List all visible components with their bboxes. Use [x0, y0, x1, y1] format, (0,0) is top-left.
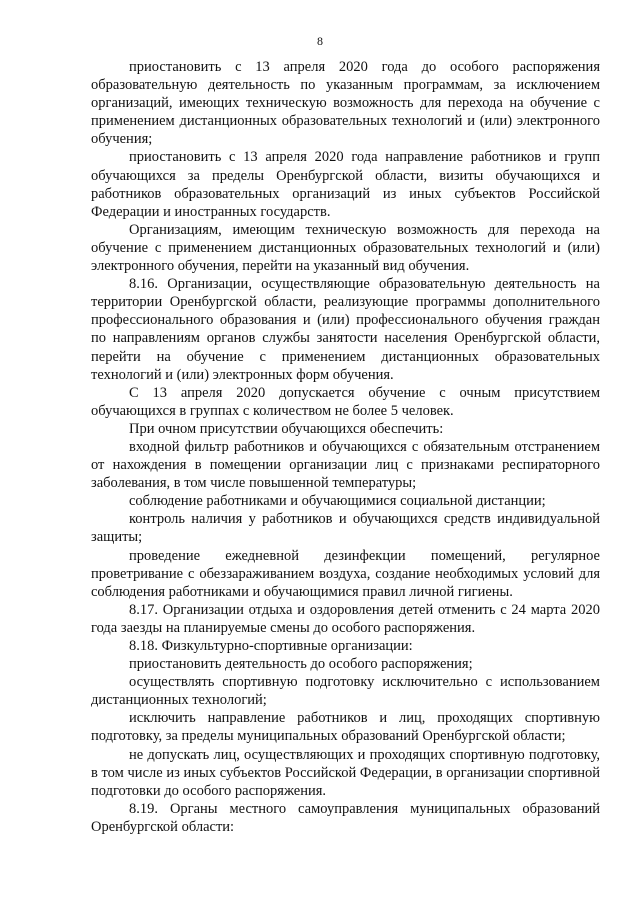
paragraph: приостановить с 13 апреля 2020 года направление работников и групп обучающихся за пределы Оренбургской области, визиты обучающихся и работников образовательных организаций из иных субъектов Российской Федерации и иностранных государств. — [91, 149, 600, 220]
paragraph: входной фильтр работников и обучающихся с обязательным отстранением от нахождения в помещении организации лиц с признаками респираторного заболевания, в том числе повышенной температуры; — [91, 438, 600, 492]
paragraph: приостановить с 13 апреля 2020 года до особого распоряжения образовательную деятельность по указанным программам, за исключением организаций, имеющих техническую возможность для перехода на обучение с применением дистанционных образовательных технологий и (или) электронного обучения; — [91, 59, 600, 148]
paragraph: проведение ежедневной дезинфекции помещений, регулярное проветривание с обеззараживанием воздуха, создание необходимых условий для соблюдения работниками и обучающимися правил личной гигиены. — [91, 547, 600, 600]
paragraph: При очном присутствии обучающихся обеспечить: — [129, 420, 444, 437]
paragraph: осуществлять спортивную подготовку исключительно с использованием дистанционных технологий; — [91, 674, 600, 709]
paragraph: соблюдение работниками и обучающимися социальной дистанции; — [129, 493, 546, 510]
paragraph: 8.18. Физкультурно-спортивные организации: — [129, 638, 413, 654]
paragraph: 8.16. Организации, осуществляющие образовательную деятельность на территории Оренбургской области, реализующие программы дополнительного профессионального образования и (или) профессионального обучения граждан по направлениям органов службы занятости населения Оренбургской области, перейти на обучение с применением дистанционных образовательных технологий и (или) электронных форм обучения. — [91, 276, 600, 383]
document-body — [91, 58, 600, 836]
paragraph: С 13 апреля 2020 допускается обучение с очным присутствием обучающихся в группах с количеством не более 5 человек. — [91, 384, 600, 419]
paragraph: 8.17. Организации отдыха и оздоровления детей отменить с 24 марта 2020 года заезды на планируемые смены до особого распоряжения. — [91, 601, 600, 636]
paragraph: исключить направление работников и лиц, проходящих спортивную подготовку, за пределы муниципальных образований Оренбургской области; — [91, 710, 600, 745]
paragraph: Организациям, имеющим техническую возможность для перехода на обучение с применением дистанционных образовательных технологий и (или) электронного обучения, перейти на указанный вид обучения. — [91, 221, 600, 275]
page-number: 8 — [317, 34, 323, 48]
paragraph: не допускать лиц, осуществляющих и проходящих спортивную подготовку, в том числе из иных субъектов Российской Федерации, в организации спортивной подготовки до особого распоряжения. — [91, 746, 600, 799]
paragraph: приостановить деятельность до особого распоряжения; — [129, 656, 473, 673]
paragraph: контроль наличия у работников и обучающихся средств индивидуальной защиты; — [91, 511, 600, 546]
paragraph: 8.19. Органы местного самоуправления муниципальных образований Оренбургской области: — [91, 800, 600, 835]
